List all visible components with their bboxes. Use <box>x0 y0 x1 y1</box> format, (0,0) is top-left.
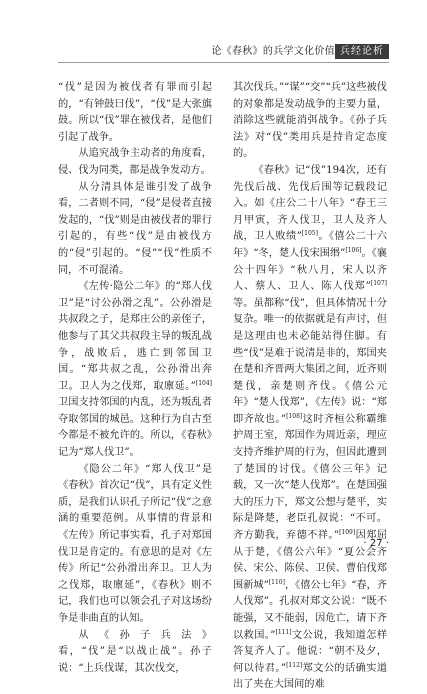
footnote-ref: [109] <box>339 529 356 537</box>
paragraph: 《春秋》记“伐”194次，还有先伐后战、先伐后围等记载段记入。如《庄公二十八年》“春王三月甲寅，齐人伐卫，卫人及齐人战，卫人败绩”[105]。《僖公二十六年》“冬，楚人伐宋围缗”[106]。《襄公十四年》“秋八月，宋人以齐人、蔡人、卫人、陈人伐郑”[107]等。虽都称“伐”，但具体情况十分复杂。唯一的依据就是有声讨，但是这理由也未必能站得住脚。有些“伐”是难于说清是非的，郑国夹在楚和齐晋两大集团之间，近齐则楚伐，亲楚则齐伐。《僖公元年》“楚人伐郑”，《左传》说：“郑即齐故也。”[108]这时齐桓公称霸维护周王室，郑国作为周近亲，理应支持齐维护周的行为，但因此遭到了楚国的讨伐。《僖公三年》记载，又一次“楚人伐郑”。在楚国强大的压力下，郑文公想与楚平，实际是降楚，老臣孔叔说：“不可。齐方勤我，弃德不祥。”[109]因郑屈从于楚，《僖公六年》“夏公会齐侯、宋公、陈侯、卫侯、曹伯伐郑围新城”[110]，《僖公七年》“春，齐人伐郑”。孔叔对郑文公说：“既不能强，又不能弱，因危亡，请下齐以救国。”[111]文公说，我知道怎样答复齐人了。他说：“朝不及夕，何以待君。”[112]郑文公的话确实道出了夹在大国间的难 <box>233 164 388 691</box>
footnote-ref: [106] <box>345 246 362 254</box>
footnote-ref: [105] <box>301 230 318 238</box>
section-badge: 兵经论析 <box>335 44 389 59</box>
footnote-ref: [111] <box>275 628 292 636</box>
footnote-ref: [104] <box>195 379 212 387</box>
running-header <box>0 44 427 60</box>
paragraph: “伐”是因为被伐者有罪而引起的，“有钟鼓曰伐”，“伐”是大张旗鼓。所以“伐”罪在被伐者，是他们引起了战争。 <box>58 82 212 143</box>
page-number: · 27 · <box>363 538 389 549</box>
footnote-ref: [112] <box>286 661 303 669</box>
footnote-ref: [110] <box>268 578 285 586</box>
paragraph: 其次伐兵。”“谋”“交”“兵”这些被伐的对象都是发动战争的主要力量，消除这些就能消弭战争。《孙子兵法》对“伐”类用兵是持肯定态度的。 <box>233 82 387 160</box>
footnote-ref: [107] <box>370 280 387 288</box>
paragraph: 从《孙子兵法》看，“伐”是“以战止战”。孙子说：“上兵伐谋，其次伐交， <box>58 629 212 674</box>
paragraph: 从追究战争主动者的角度看，侵、伐为同类，都是战争发动方。 <box>58 148 212 176</box>
paragraph: 《隐公二年》“郑人伐卫”是《春秋》首次记“伐”，具有定义性质，是我们认识孔子所记“伐”之意涵的重要范例。从事情的背景和《左传》所记事实看，孔子对郑国伐卫是肯定的。有意思的是对《左传》所记“公孙滑出奔卫。卫人为之伐郑，取廪延”，《春秋》则不记，我们也可以领会孔子对这场纷争是非曲直的认知。 <box>58 463 212 624</box>
paragraph: 《左传·隐公二年》的“郑人伐卫”是“讨公孙滑之乱”。公孙滑是共叔段之子，是郑庄公的亲侄子，他参与了其父共叔段主导的叛乱战争，战败后，逃亡到邻国卫国。“郑共叔之乱，公孙滑出奔卫。卫人为之伐郑，取廪延。”[104]卫国支持邻国的内乱，还为叛乱者夺取邻国的城邑。这种行为自古至今都是不被允许的。所以，《春秋》记为“郑人伐卫”。 <box>58 281 212 459</box>
paragraph: 从分清具体是谁引发了战争看，二者则不同，“侵”是侵者直接发起的，“伐”则是由被伐者的罪行引起的，有些“伐”是由被伐方的“侵”引起的。“侵”“伐”性质不同，不可混淆。 <box>58 181 212 276</box>
header-divider <box>58 62 389 63</box>
header-title: 论《春秋》的兵学文化价值 <box>211 46 335 57</box>
footnote-ref: [108] <box>286 412 303 420</box>
left-column <box>58 80 212 677</box>
right-column <box>233 80 387 694</box>
